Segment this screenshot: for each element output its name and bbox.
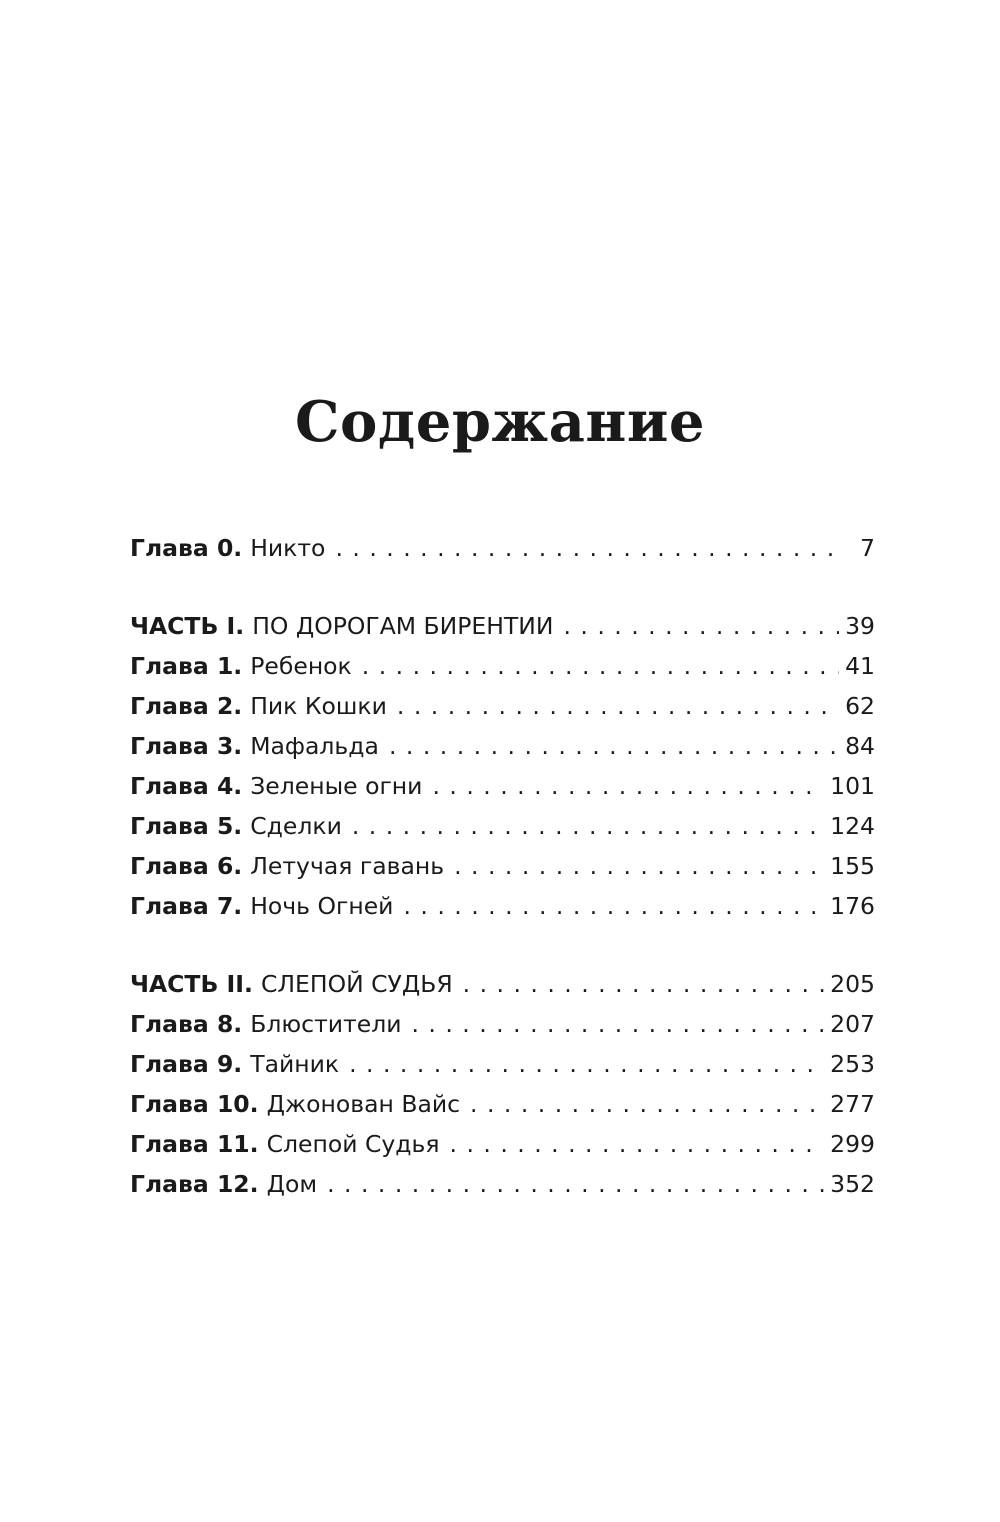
toc-entry-title: Ночь Огней [250,892,394,920]
toc-entry-chapter-12[interactable] [130,1164,875,1204]
dot-leader [397,686,839,726]
dot-leader [389,726,839,766]
toc-entry-part-2[interactable] [130,964,875,1004]
toc-entry-chapter-10[interactable] [130,1084,875,1124]
toc-entry-page: 299 [830,1130,875,1158]
toc-entry-page: 84 [845,732,875,760]
toc-entry-title: Сделки [250,812,342,840]
dot-leader [403,886,824,926]
toc-entry-label: Глава 8. [130,1010,243,1038]
dot-leader [463,964,824,1004]
toc-entry-chapter-2[interactable] [130,686,875,726]
toc-entry-title: Блюстители [250,1010,402,1038]
toc-entry-page: 155 [830,852,875,880]
dot-leader [470,1084,824,1124]
toc-entry-chapter-4[interactable] [130,766,875,806]
toc-entry-title: Летучая гавань [250,852,445,880]
toc-entry-title: Зеленые огни [250,772,423,800]
dot-leader [563,606,839,646]
toc-entry-label: Глава 5. [130,812,243,840]
toc-entry-title: ПО ДОРОГАМ БИРЕНТИИ [252,612,554,640]
toc-entry-title: Ребенок [250,652,352,680]
toc-group-part-2 [130,964,875,1204]
toc-entry-page: 101 [830,772,875,800]
toc-entry-title: Слепой Судья [266,1130,440,1158]
dot-leader [327,1164,824,1204]
toc-entry-title: СЛЕПОЙ СУДЬЯ [260,970,453,998]
dot-leader [362,646,839,686]
toc-entry-title: Дом [266,1170,318,1198]
page-title: Содержание [294,388,705,455]
toc-entry-label: Глава 11. [130,1130,259,1158]
dot-leader [432,766,824,806]
toc-entry-label: Глава 4. [130,772,243,800]
toc-entry-chapter-9[interactable] [130,1044,875,1084]
toc-entry-page: 124 [830,812,875,840]
toc-entry-page: 277 [830,1090,875,1118]
dot-leader [349,1044,824,1084]
toc-entry-label: ЧАСТЬ I. [130,612,245,640]
toc-entry-page: 205 [830,970,875,998]
toc-entry-page: 176 [830,892,875,920]
toc-entry-part-1[interactable] [130,606,875,646]
toc-entry-label: ЧАСТЬ II. [130,970,253,998]
dot-leader [450,1124,825,1164]
dot-leader [411,1004,824,1044]
toc-entry-label: Глава 0. [130,534,243,562]
dot-leader [335,528,845,568]
toc-entry-page: 253 [830,1050,875,1078]
toc-entry-label: Глава 7. [130,892,243,920]
table-of-contents [130,528,875,1204]
toc-entry-page: 41 [845,652,875,680]
toc-entry-chapter-7[interactable] [130,886,875,926]
dot-leader [352,806,824,846]
toc-entry-chapter-0[interactable] [130,528,875,568]
toc-group-prologue [130,528,875,568]
toc-entry-label: Глава 3. [130,732,243,760]
toc-entry-label: Глава 2. [130,692,243,720]
toc-entry-title: Пик Кошки [250,692,387,720]
toc-entry-page: 39 [845,612,875,640]
toc-entry-chapter-5[interactable] [130,806,875,846]
toc-entry-chapter-6[interactable] [130,846,875,886]
toc-entry-title: Джонован Вайс [266,1090,461,1118]
toc-entry-page: 207 [830,1010,875,1038]
toc-entry-chapter-8[interactable] [130,1004,875,1044]
dot-leader [454,846,824,886]
toc-entry-title: Мафальда [250,732,379,760]
toc-group-part-1 [130,606,875,926]
toc-entry-label: Глава 6. [130,852,243,880]
toc-entry-label: Глава 12. [130,1170,259,1198]
toc-entry-title: Никто [250,534,326,562]
toc-entry-page: 7 [860,534,875,562]
toc-entry-label: Глава 9. [130,1050,243,1078]
toc-entry-chapter-1[interactable] [130,646,875,686]
toc-entry-page: 352 [830,1170,875,1198]
toc-entry-label: Глава 10. [130,1090,259,1118]
toc-entry-title: Тайник [250,1050,340,1078]
toc-entry-chapter-3[interactable] [130,726,875,766]
toc-entry-chapter-11[interactable] [130,1124,875,1164]
toc-entry-label: Глава 1. [130,652,243,680]
toc-entry-page: 62 [845,692,875,720]
